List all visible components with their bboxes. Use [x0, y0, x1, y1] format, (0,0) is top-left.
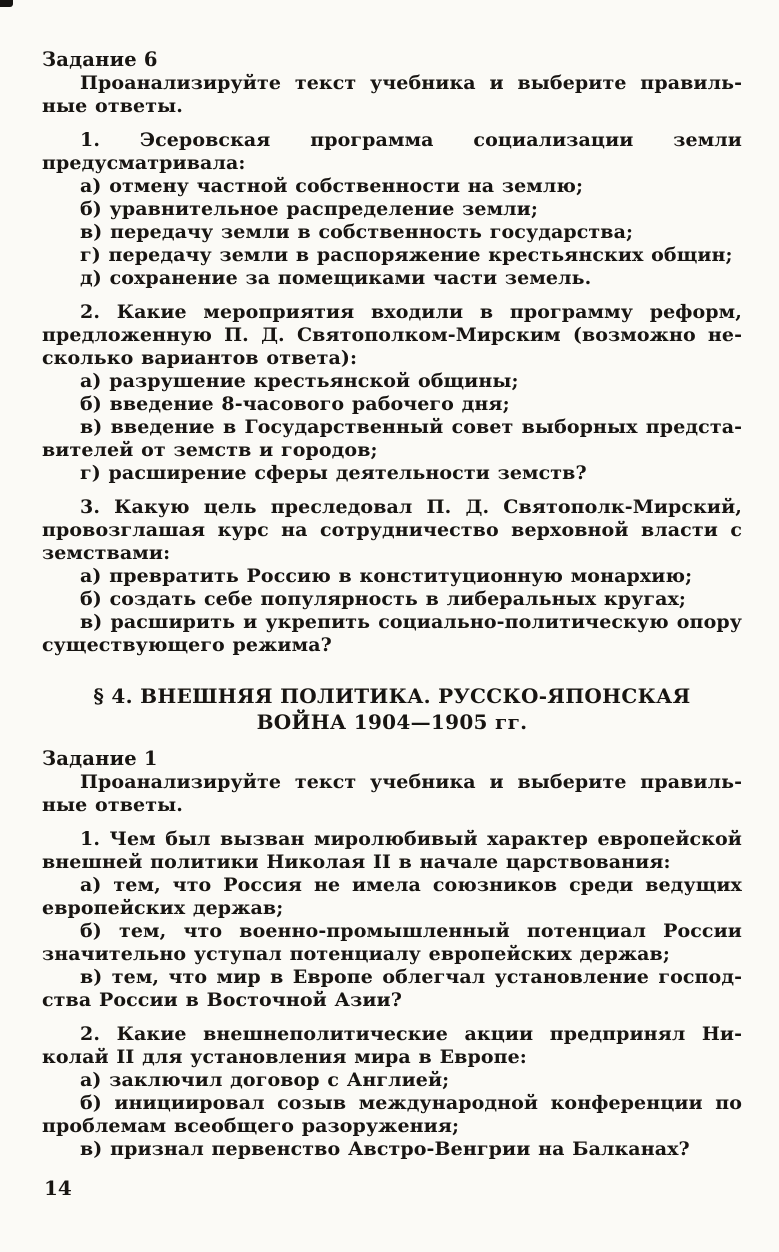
page-number: 14 — [44, 1176, 72, 1200]
section-heading-line1: § 4. ВНЕШНЯЯ ПОЛИТИКА. РУССКО-ЯПОНСКАЯ — [93, 684, 691, 708]
answer-option-v: в) передачу земли в собственность государства; — [80, 221, 634, 243]
task-1 — [42, 747, 742, 1161]
answer-option-a: а) отмену частной собственности на землю; — [80, 175, 584, 197]
answer-option-v: в) расширить и укрепить социально-политическую опору существующего режима? — [42, 611, 742, 656]
answer-option-a: а) превратить Россию в конституционную монархию; — [80, 565, 693, 587]
question-stem: 1. Эсеровская программа социализации земли предусматривала: — [42, 129, 742, 174]
question-stem: 3. Какую цель преследовал П. Д. Святополк-Мирский, провозглашая курс на сотрудничество верховной власти с земствами: — [42, 496, 742, 564]
question-stem: 2. Какие внешнеполитические акции предпринял Николай II для установления мира в Европе: — [42, 1023, 742, 1068]
answer-option-a: а) заключил договор с Англией; — [80, 1069, 450, 1091]
task-6 — [42, 48, 742, 657]
answer-option-v: в) введение в Государственный совет выборных представителей от земств и городов; — [42, 416, 742, 461]
answer-option-b: б) введение 8-часового рабочего дня; — [80, 393, 510, 415]
task-6-question-1 — [42, 129, 742, 290]
task-1-title: Задание 1 — [42, 747, 158, 770]
task-1-question-2 — [42, 1023, 742, 1161]
question-stem: 2. Какие мероприятия входили в программу реформ, предложенную П. Д. Святополком-Мирским (возможно несколько вариантов ответа): — [42, 301, 742, 369]
answer-option-g: г) расширение сферы деятельности земств? — [80, 462, 587, 484]
section-heading-line2: ВОЙНА 1904—1905 гг. — [256, 710, 528, 734]
task-6-question-2 — [42, 301, 742, 485]
answer-option-b: б) инициировал созыв международной конференции по проблемам всеобщего разоружения; — [42, 1092, 742, 1137]
task-1-question-1 — [42, 828, 742, 1012]
answer-option-b: б) создать себе популярность в либеральных кругах; — [80, 588, 687, 610]
answer-option-a: а) тем, что Россия не имела союзников среди ведущих европейских держав; — [42, 874, 742, 919]
answer-option-d: д) сохранение за помещиками части земель. — [80, 267, 592, 289]
task-6-question-3 — [42, 496, 742, 657]
answer-option-g: г) передачу земли в распоряжение крестьянских общин; — [80, 244, 733, 266]
answer-option-a: а) разрушение крестьянской общины; — [80, 370, 519, 392]
task-6-title: Задание 6 — [42, 48, 158, 71]
answer-option-b: б) тем, что военно-промышленный потенциал России значительно уступал потенциалу европейских держав; — [42, 920, 742, 965]
task-6-intro: Проанализируйте текст учебника и выберите правильные ответы. — [42, 72, 742, 117]
scan-artifact — [0, 0, 13, 7]
question-stem: 1. Чем был вызван миролюбивый характер европейской внешней политики Николая II в начале царствования: — [42, 828, 742, 873]
task-1-intro: Проанализируйте текст учебника и выберите правильные ответы. — [42, 771, 742, 816]
answer-option-v: в) признал первенство Австро-Венгрии на Балканах? — [80, 1138, 690, 1160]
answer-option-v: в) тем, что мир в Европе облегчал установление господства России в Восточной Азии? — [42, 966, 742, 1011]
answer-option-b: б) уравнительное распределение земли; — [80, 198, 538, 220]
section-heading — [42, 683, 742, 735]
